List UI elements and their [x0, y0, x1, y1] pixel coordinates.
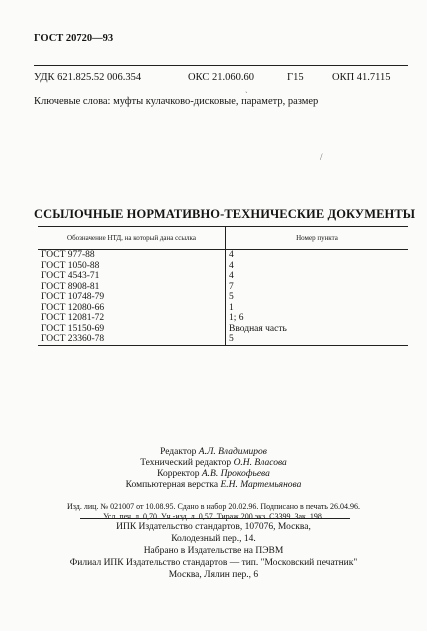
okp-code: ОКП 41.7115 — [332, 72, 391, 83]
table-row — [38, 324, 408, 335]
table-row — [38, 303, 408, 314]
document-cell: ГОСТ 977-88 — [38, 250, 226, 261]
document-cell: ГОСТ 10748-79 — [38, 292, 226, 303]
document-cell: ГОСТ 12081-72 — [38, 313, 226, 324]
document-cell: ГОСТ 15150-69 — [38, 324, 226, 335]
credit-role: Корректор — [157, 469, 200, 479]
credit-role: Технический редактор — [140, 458, 232, 468]
credits-tech-editor — [0, 458, 427, 469]
credit-name: Е.Н. Мартемьянова — [220, 480, 302, 490]
oks-code: ОКС 21.060.60 — [188, 72, 254, 83]
table-row — [38, 313, 408, 324]
imprint-line-1: Изд. лиц. № 021007 от 10.08.95. Сдано в набор 20.02.96. Подписано в печать 26.04.96. — [67, 502, 360, 511]
header-document: Обозначение НТД, на который дана ссылка — [38, 227, 226, 250]
table-row — [38, 334, 408, 345]
clause-cell: 4 — [229, 250, 234, 260]
credit-name: О.Н. Власова — [233, 458, 287, 468]
clause-cell: 4 — [229, 260, 234, 271]
clause-cell: 4 — [229, 271, 234, 281]
document-cell: ГОСТ 1050-88 — [38, 261, 226, 272]
clause-cell: 1 — [229, 302, 234, 313]
table-row — [38, 250, 408, 261]
credits-layout — [0, 480, 427, 491]
publisher-line-2: Колодезный пер., 14. — [171, 534, 256, 544]
udk-code: УДК 621.825.52 006.354 — [34, 72, 142, 83]
scan-mark: / — [320, 152, 323, 162]
document-cell: ГОСТ 23360-78 — [38, 334, 226, 345]
clause-cell: 1; 6 — [229, 313, 244, 323]
section-title: ССЫЛОЧНЫЕ НОРМАТИВНО-ТЕХНИЧЕСКИЕ ДОКУМЕНТЫ — [34, 207, 416, 221]
document-cell: ГОСТ 12080-66 — [38, 303, 226, 314]
reference-table — [38, 226, 408, 346]
scan-mark: ˏ — [245, 84, 248, 93]
table-row — [38, 282, 408, 293]
publisher-line-5: Москва, Лялин пер., 6 — [168, 570, 259, 580]
clause-cell: 7 — [229, 281, 234, 292]
document-cell: ГОСТ 4543-71 — [38, 271, 226, 282]
document-header: ГОСТ 20720—93 — [34, 33, 114, 44]
document-cell: ГОСТ 8908-81 — [38, 282, 226, 293]
imprint-line-2: Усл. печ. л. 0,70. Уч.-изд. л. 0,57. Тираж 200 экз. С3399. Зак. 198. — [103, 512, 324, 521]
publisher-line-3: Набрано в Издательстве на ПЭВМ — [143, 546, 284, 556]
table-row — [38, 292, 408, 303]
publisher-line-1: ИПК Издательство стандартов, 107076, Москва, — [116, 522, 311, 532]
credits-proofreader — [0, 469, 427, 480]
imprint-divider — [80, 518, 350, 519]
credit-name: А.Л. Владимиров — [198, 447, 267, 457]
credits-editor — [0, 447, 427, 458]
table-row — [38, 261, 408, 272]
clause-cell: 5 — [226, 334, 409, 345]
publisher-line-4: Филиал ИПК Издательство стандартов — тип. "Московский печатник" — [69, 558, 358, 568]
credit-role: Компьютерная верстка — [125, 480, 219, 490]
credit-role: Редактор — [160, 447, 197, 457]
keywords-line: Ключевые слова: муфты кулачково-дисковые, параметр, размер — [34, 96, 319, 107]
header-clause: Номер пункта — [226, 227, 409, 250]
table-row — [38, 271, 408, 282]
header-divider — [34, 65, 408, 66]
clause-cell: 5 — [229, 292, 234, 302]
table-header-row — [38, 227, 408, 250]
credit-name: А.В. Прокофьева — [201, 469, 270, 479]
clause-cell: Вводная часть — [229, 323, 287, 334]
group-code: Г15 — [287, 72, 304, 83]
